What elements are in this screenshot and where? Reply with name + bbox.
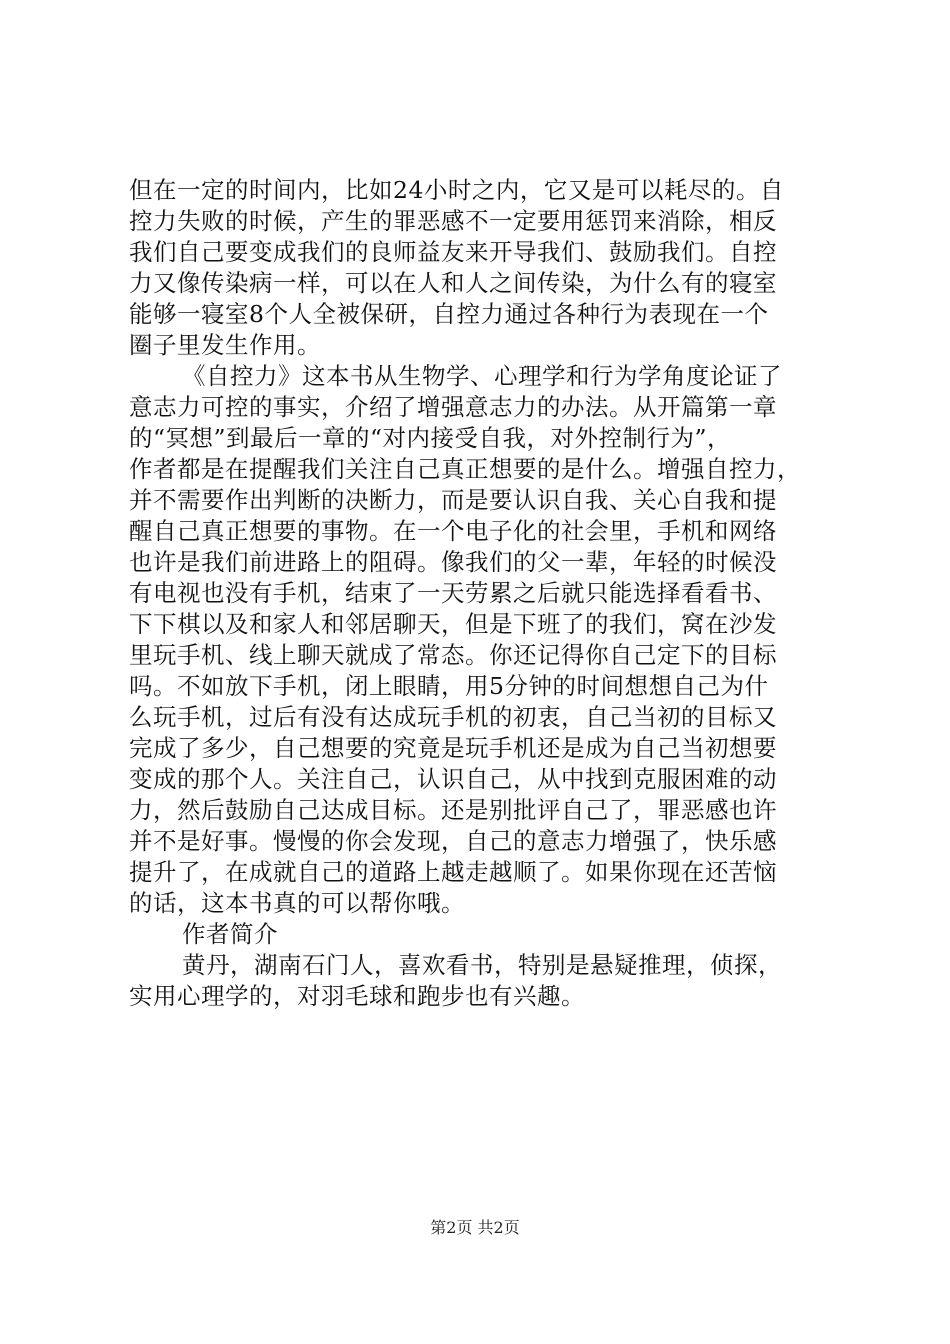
paragraph-start-line: 《自控力》这本书从生物学、心理学和行为学角度论证了	[182, 362, 782, 390]
body-text-line: 力，然后鼓励自己达成目标。还是别批评自己了，罪恶感也许	[129, 796, 777, 824]
body-text-line: 并不是好事。慢慢的你会发现，自己的意志力增强了，快乐感	[129, 827, 777, 855]
body-text-line: 变成的那个人。关注自己，认识自己，从中找到克服困难的动	[129, 765, 777, 793]
body-text-line: 但在一定的时间内，比如24小时之内，它又是可以耗尽的。自	[129, 176, 784, 204]
body-text-line: 里玩手机、线上聊天就成了常态。你还记得你自己定下的目标	[129, 641, 777, 669]
body-text-line: 下下棋以及和家人和邻居聊天，但是下班了的我们，窝在沙发	[129, 610, 777, 638]
body-text-line: 能够一寝室8个人全被保研，自控力通过各种行为表现在一个	[129, 300, 769, 328]
section-heading: 作者简介	[182, 920, 278, 948]
body-text-line: 并不需要作出判断的决断力，而是要认识自我、关心自我和提	[129, 486, 777, 514]
body-text-line: 么玩手机，过后有没有达成玩手机的初衷，自己当初的目标又	[129, 703, 777, 731]
body-text-line: 完成了多少，自己想要的究竟是玩手机还是成为自己当初想要	[129, 734, 777, 762]
paragraph-start-line: 黄丹，湖南石门人，喜欢看书，特别是悬疑推理，侦探，	[182, 951, 782, 979]
body-text-line: 吗。不如放下手机，闭上眼睛，用5分钟的时间想想自己为什	[129, 672, 769, 700]
body-text-line: 有电视也没有手机，结束了一天劳累之后就只能选择看看书、	[129, 579, 777, 607]
body-text-line: 实用心理学的，对羽毛球和跑步也有兴趣。	[129, 982, 585, 1010]
body-text-line: 的“冥想”到最后一章的“对内接受自我，对外控制行为”，	[129, 424, 732, 452]
body-text-line: 我们自己要变成我们的良师益友来开导我们、鼓励我们。自控	[129, 238, 777, 266]
body-text-line: 控力失败的时候，产生的罪恶感不一定要用惩罚来消除，相反	[129, 207, 777, 235]
body-text-line: 也许是我们前进路上的阻碍。像我们的父一辈，年轻的时候没	[129, 548, 777, 576]
page-number-footer: 第2页 共2页	[430, 1218, 520, 1237]
body-text-line: 力又像传染病一样，可以在人和人之间传染，为什么有的寝室	[129, 269, 777, 297]
body-text-line: 的话，这本书真的可以帮你哦。	[129, 889, 465, 917]
body-text-line: 意志力可控的事实，介绍了增强意志力的办法。从开篇第一章	[129, 393, 777, 421]
body-text-line: 作者都是在提醒我们关注自己真正想要的是什么。增强自控力，	[129, 455, 801, 483]
body-text-line: 醒自己真正想要的事物。在一个电子化的社会里，手机和网络	[129, 517, 777, 545]
body-text-line: 圈子里发生作用。	[129, 331, 321, 359]
body-text-line: 提升了，在成就自己的道路上越走越顺了。如果你现在还苦恼	[129, 858, 777, 886]
